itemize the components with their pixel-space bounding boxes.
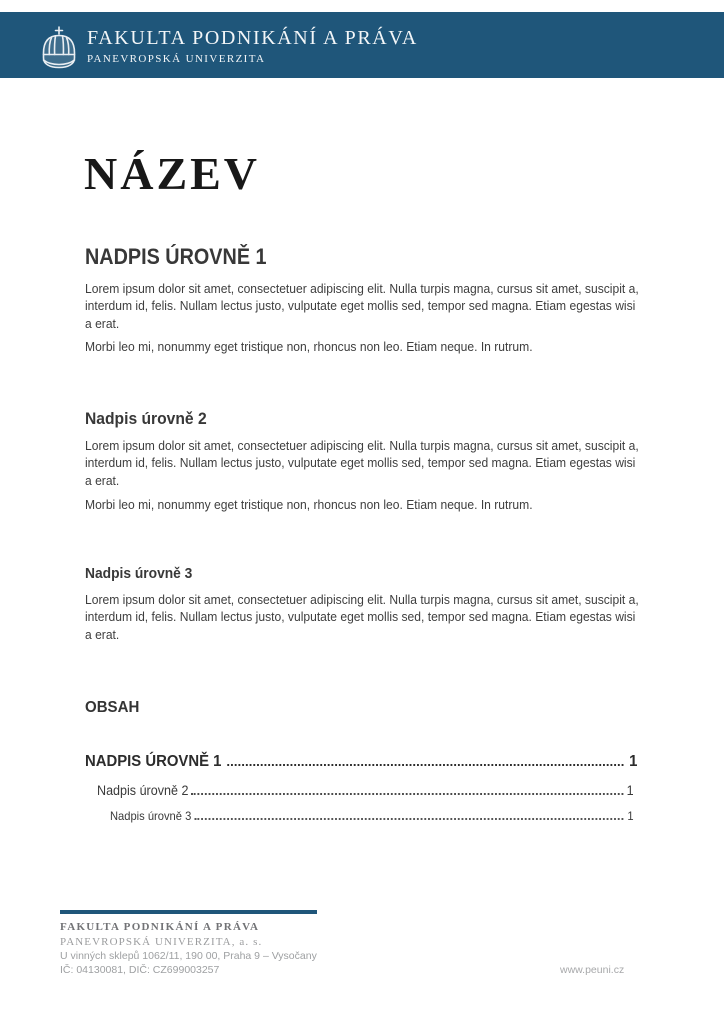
body-paragraph: Morbi leo mi, nonummy eget tristique non, rhoncus non leo. Etiam neque. In rutrum. — [85, 497, 533, 512]
footer-faculty-name: FAKULTA PODNIKÁNÍ A PRÁVA — [60, 921, 260, 933]
body-paragraph: Lorem ipsum dolor sit amet, consectetuer adipiscing elit. Nulla turpis magna, cursus sit amet, suscipit a, interdum id, felis. Nullam lectus justo, vulputate eget mollis sed, tempor sed magna. Etiam egestas wisi a erat. — [85, 592, 639, 642]
toc-leader-dots — [227, 764, 624, 766]
toc-entry-level-1[interactable] — [85, 751, 637, 772]
document-title: NÁZEV — [84, 148, 261, 199]
header-faculty-name: FAKULTA PODNIKÁNÍ A PRÁVA — [87, 27, 418, 49]
body-paragraph: Lorem ipsum dolor sit amet, consectetuer adipiscing elit. Nulla turpis magna, cursus sit amet, suscipit a, interdum id, felis. Nullam lectus justo, vulputate eget mollis sed, tempor sed magna. Etiam egestas wisi a erat. — [85, 438, 639, 488]
toc-leader-dots — [191, 793, 624, 795]
toc-entry-label: NADPIS ÚROVNĚ 1 — [85, 753, 222, 770]
toc-entry-level-3[interactable] — [110, 808, 634, 824]
footer-university-name: PANEVROPSKÁ UNIVERZITA, a. s. — [60, 936, 263, 948]
header-university-name: PANEVROPSKÁ UNIVERZITA — [87, 53, 266, 65]
toc-entry-label: Nadpis úrovně 3 — [110, 809, 192, 823]
crown-logo-icon — [40, 26, 78, 68]
header-institution-block — [87, 25, 418, 66]
footer-company-ids: IČ: 04130081, DIČ: CZ699003257 — [60, 964, 220, 976]
body-paragraph: Lorem ipsum dolor sit amet, consectetuer adipiscing elit. Nulla turpis magna, cursus sit amet, suscipit a, interdum id, felis. Nullam lectus justo, vulputate eget mollis sed, tempor sed magna. Etiam egestas wisi a erat. — [85, 281, 639, 331]
toc-entry-level-2[interactable] — [97, 782, 634, 800]
heading-level-3: Nadpis úrovně 3 — [85, 565, 193, 582]
heading-level-1: NADPIS ÚROVNĚ 1 — [85, 244, 267, 269]
heading-level-2: Nadpis úrovně 2 — [85, 409, 207, 428]
footer-address: U vinných sklepů 1062/11, 190 00, Praha 9 – Vysočany — [60, 950, 317, 962]
toc-entry-label: Nadpis úrovně 2 — [97, 783, 189, 798]
toc-page-number: 1 — [629, 753, 638, 770]
footer-website-link[interactable]: www.peuni.cz — [560, 964, 625, 976]
toc-page-number: 1 — [626, 783, 634, 798]
toc-leader-dots — [195, 818, 624, 820]
toc-page-number: 1 — [627, 809, 634, 823]
body-paragraph: Morbi leo mi, nonummy eget tristique non, rhoncus non leo. Etiam neque. In rutrum. — [85, 339, 533, 354]
header-banner — [0, 12, 724, 78]
footer-accent-bar — [60, 910, 317, 914]
toc-heading: OBSAH — [85, 699, 140, 716]
